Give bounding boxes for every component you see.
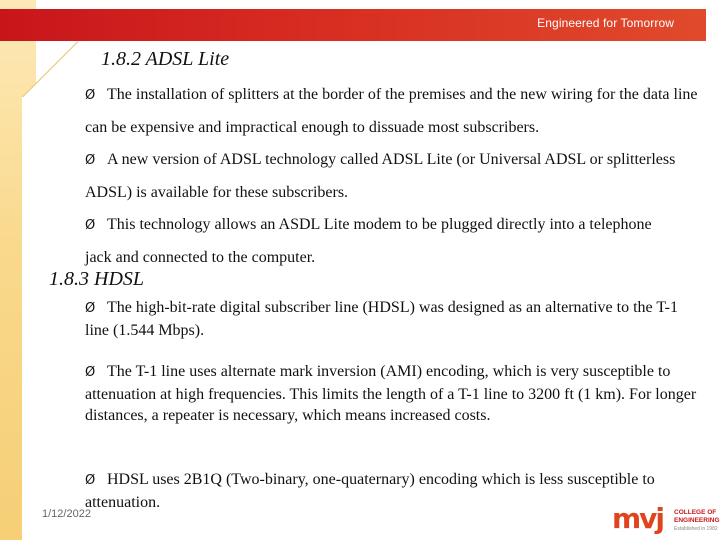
bullet-text: The T-1 line uses alternate mark inversion (AMI) encoding, which is very susceptible to attenuation at high frequencies. This limits the length of a T-1 line to 3200 ft (1 km). For longer distances, a repeater is necessary, which means increased costs.: [85, 363, 697, 424]
arrow-bullet-icon: Ø: [85, 301, 96, 316]
bullet-item: [85, 144, 695, 209]
logo-subtitle: Established in 1982: [674, 526, 718, 532]
bullet-text: A new version of ADSL technology called ADSL Lite (or Universal ADSL or splitterless ADSL) is available for these subscribers.: [85, 151, 676, 201]
arrow-bullet-icon: Ø: [85, 88, 96, 103]
logo-text: [674, 509, 720, 524]
arrow-bullet-icon: Ø: [85, 473, 96, 488]
bullet-item: [85, 361, 697, 427]
slide-date: 1/12/2022: [42, 508, 91, 520]
bullet-item: [85, 297, 705, 341]
arrow-bullet-icon: Ø: [85, 365, 96, 380]
arrow-bullet-icon: Ø: [85, 218, 96, 233]
bullet-item: [85, 79, 715, 144]
header-tagline: Engineered for Tomorrow: [537, 16, 674, 30]
section-title-hdsl: 1.8.3 HDSL: [49, 268, 145, 290]
logo-line-2: ENGINEERING: [674, 516, 720, 524]
bullet-text: HDSL uses 2B1Q (Two-binary, one-quaternary) encoding which is less susceptible to attenuation.: [85, 471, 655, 511]
panel-corner-edge: [22, 41, 82, 101]
logo-mark: mvj: [612, 502, 664, 535]
arrow-bullet-icon: Ø: [85, 153, 96, 168]
section-title-adsl-lite: 1.8.2 ADSL Lite: [101, 48, 230, 70]
bullet-text: The high-bit-rate digital subscriber line (HDSL) was designed as an alternative to the T-1 line (1.544 Mbps).: [85, 299, 678, 339]
college-logo: [612, 502, 720, 536]
bullet-item: [85, 209, 675, 274]
bullet-text: The installation of splitters at the border of the premises and the new wiring for the data line can be expensive and impractical enough to dissuade most subscribers.: [85, 86, 698, 136]
bullet-text: This technology allows an ASDL Lite modem to be plugged directly into a telephone jack and connected to the computer.: [85, 216, 652, 266]
logo-line-1: COLLEGE OF: [674, 509, 717, 516]
